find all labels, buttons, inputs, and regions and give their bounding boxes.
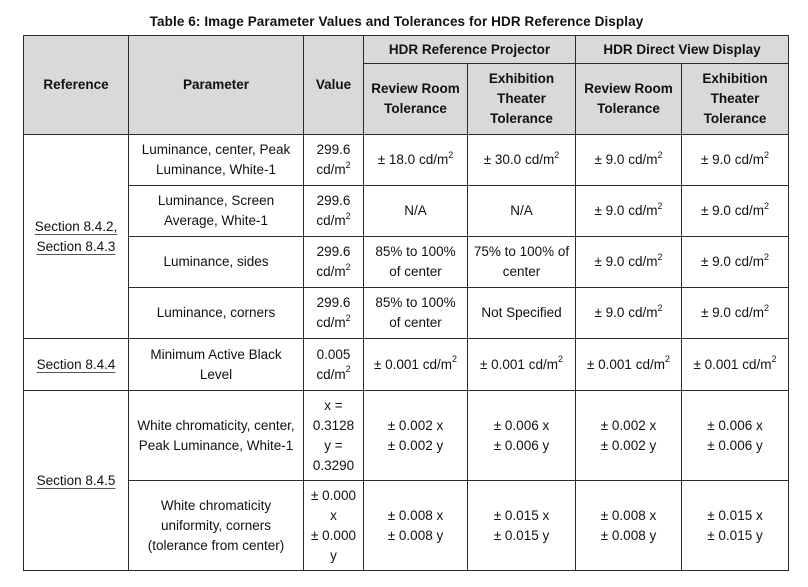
value-cell: 299.6 $cd/m^2$	[304, 135, 364, 186]
tolerance-cell: ± 0.015 x ± 0.015 y	[468, 481, 576, 571]
tolerance-cell: N/A	[468, 186, 576, 237]
table-row	[24, 288, 789, 339]
tolerance-cell: ± 9.0 $cd/m^2$	[576, 135, 682, 186]
tolerance-cell: ± 9.0 $cd/m^2$	[576, 288, 682, 339]
value-cell: 0.005 $cd/m^2$	[304, 339, 364, 391]
tolerance-cell: ± 9.0 $cd/m^2$	[576, 186, 682, 237]
header-direct-view-group: HDR Direct View Display	[576, 36, 789, 64]
value-cell: x = 0.3128 y = 0.3290	[304, 391, 364, 481]
header-direct-view-review: Review Room Tolerance	[576, 64, 682, 135]
parameter-cell: White chromaticity, center, Peak Luminance, White-1	[129, 391, 304, 481]
table-row	[24, 339, 789, 391]
tolerance-cell: ± 0.001 $cd/m^2$	[468, 339, 576, 391]
tolerance-cell: Not Specified	[468, 288, 576, 339]
tolerance-cell: 85% to 100% of center	[364, 288, 468, 339]
value-cell: ± 0.000 x ± 0.000 y	[304, 481, 364, 571]
tolerance-cell: ± 9.0 $cd/m^2$	[682, 186, 789, 237]
table-row	[24, 391, 789, 481]
section-link[interactable]: Section 8.4.4	[36, 356, 116, 372]
section-link[interactable]: Section 8.4.5	[36, 472, 116, 488]
tolerance-cell: ± 0.008 x ± 0.008 y	[576, 481, 682, 571]
section-link[interactable]: Section 8.4.2,	[34, 218, 118, 234]
header-projector-exhibition: Exhibition Theater Tolerance	[468, 64, 576, 135]
reference-cell	[24, 391, 129, 571]
tolerance-cell: ± 0.001 $cd/m^2$	[364, 339, 468, 391]
parameter-cell: Luminance, Screen Average, White-1	[129, 186, 304, 237]
parameter-cell: White chromaticity uniformity, corners (tolerance from center)	[129, 481, 304, 571]
reference-cell	[24, 135, 129, 339]
reference-cell	[24, 339, 129, 391]
header-parameter: Parameter	[129, 36, 304, 135]
table-row	[24, 237, 789, 288]
tolerance-cell: ± 0.015 x ± 0.015 y	[682, 481, 789, 571]
table-row	[24, 135, 789, 186]
tolerance-cell: ± 9.0 $cd/m^2$	[682, 288, 789, 339]
parameter-cell: Minimum Active Black Level	[129, 339, 304, 391]
tolerance-cell: ± 0.006 x ± 0.006 y	[682, 391, 789, 481]
table-caption: Table 6: Image Parameter Values and Tolerances for HDR Reference Display	[149, 14, 644, 29]
tolerance-cell: 85% to 100% of center	[364, 237, 468, 288]
tolerance-cell: ± 18.0 $cd/m^2$	[364, 135, 468, 186]
tolerance-cell: ± 0.006 x ± 0.006 y	[468, 391, 576, 481]
value-cell: 299.6 $cd/m^2$	[304, 186, 364, 237]
tolerance-cell: ± 0.001 $cd/m^2$	[682, 339, 789, 391]
parameter-cell: Luminance, center, Peak Luminance, White-1	[129, 135, 304, 186]
section-link[interactable]: Section 8.4.3	[36, 238, 116, 254]
tolerance-cell: ± 30.0 $cd/m^2$	[468, 135, 576, 186]
parameter-table	[23, 35, 789, 571]
tolerance-cell: ± 0.001 $cd/m^2$	[576, 339, 682, 391]
header-projector-group: HDR Reference Projector	[364, 36, 576, 64]
tolerance-cell: ± 9.0 $cd/m^2$	[576, 237, 682, 288]
tolerance-cell: ± 0.002 x ± 0.002 y	[364, 391, 468, 481]
header-reference: Reference	[24, 36, 129, 135]
parameter-cell: Luminance, sides	[129, 237, 304, 288]
value-cell: 299.6 $cd/m^2$	[304, 288, 364, 339]
tolerance-cell: N/A	[364, 186, 468, 237]
table-row	[24, 481, 789, 571]
tolerance-cell: ± 0.002 x ± 0.002 y	[576, 391, 682, 481]
tolerance-cell: ± 0.008 x ± 0.008 y	[364, 481, 468, 571]
parameter-cell: Luminance, corners	[129, 288, 304, 339]
tolerance-cell: ± 9.0 $cd/m^2$	[682, 237, 789, 288]
header-value: Value	[304, 36, 364, 135]
tolerance-cell: ± 9.0 $cd/m^2$	[682, 135, 789, 186]
header-projector-review: Review Room Tolerance	[364, 64, 468, 135]
value-cell: 299.6 $cd/m^2$	[304, 237, 364, 288]
tolerance-cell: 75% to 100% of center	[468, 237, 576, 288]
table-row	[24, 186, 789, 237]
header-direct-view-exhibition: Exhibition Theater Tolerance	[682, 64, 789, 135]
